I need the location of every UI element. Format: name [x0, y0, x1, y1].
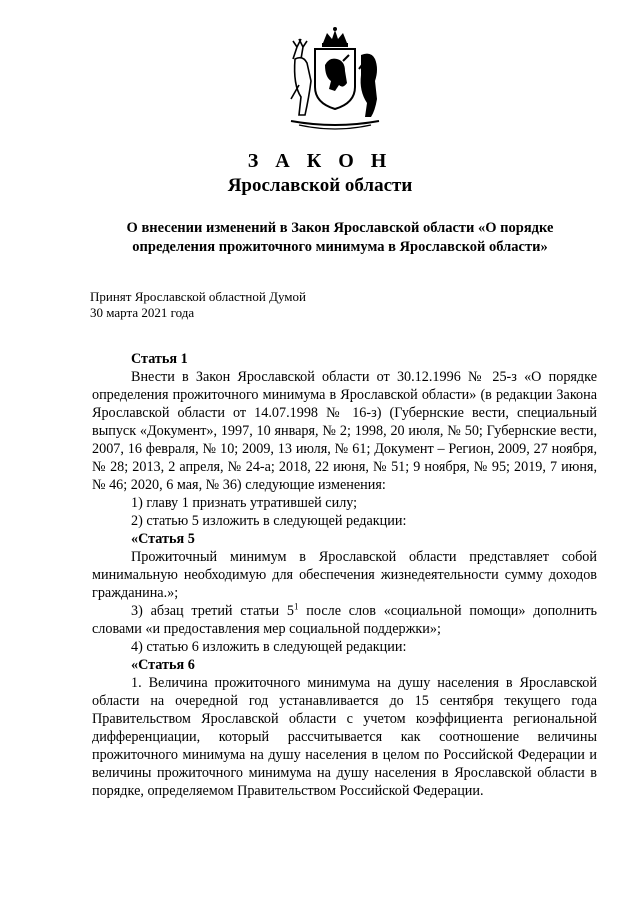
document-title	[120, 219, 560, 257]
document-title-line: О внесении изменений в Закон Ярославской области «О порядке	[126, 220, 554, 236]
adoption-body: Принят Ярославской областной Думой	[90, 289, 306, 304]
list-item: 4) статью 6 изложить в следующей редакции:	[131, 639, 407, 655]
law-heading: З А К О Н	[247, 150, 393, 172]
article-heading: «Статья 6	[131, 657, 195, 673]
list-item-text: после слов «социальной помощи» дополнить словами «и предоставления мер социальной поддержки»;	[92, 603, 598, 637]
article-heading: Статья 1	[131, 351, 188, 367]
adoption-date: 30 марта 2021 года	[90, 305, 195, 320]
document-body	[92, 350, 597, 800]
document-title-line: определения прожиточного минимума в Ярославской области»	[132, 239, 548, 255]
list-item: 1) главу 1 признать утратившей силу;	[131, 495, 358, 511]
list-item	[92, 602, 597, 638]
article-paragraph: 1. Величина прожиточного минимума на душу населения в Ярославской области на очередной год устанавливается до 15 сентября текущего года Правительством Ярославской области с учетом коэффициента региональной дифференциации, который рассчитывается как соотношение величины прожиточного минимума на душу населения в целом по Российской Федерации и величины прожиточного минимума на душу населения в Ярославской области в порядке, определяемом Правительством Российской Федерации.	[92, 675, 597, 799]
coat-of-arms-icon	[285, 25, 385, 135]
list-item-text: 3) абзац третий статьи 5	[131, 603, 295, 619]
superscript: 1	[294, 601, 299, 612]
list-item: 2) статью 5 изложить в следующей редакции:	[131, 513, 407, 529]
article-heading: «Статья 5	[131, 531, 195, 547]
adoption-note	[90, 289, 306, 321]
article-paragraph: Внести в Закон Ярославской области от 30.12.1996 № 25-з «О порядке определения прожиточного минимума в Ярославской области» (в редакции Закона Ярославской области от 14.07.1998 № 16-з) (Губернские вести, специальный выпуск «Документ», 1997, 10 января, № 2; 1998, 20 июля, № 50; Губернские вести, 2007, 16 февраля, № 10; 2009, 13 июля, № 61; Документ – Регион, 2009, 27 ноября, № 28; 2013, 2 апреля, № 24-а; 2018, 22 июня, № 51; 9 ноября, № 95; 2019, 7 июня, № 46; 2020, 6 мая, № 36) следующие изменения:	[92, 369, 597, 493]
law-region: Ярославской области	[227, 175, 413, 196]
article-paragraph: Прожиточный минимум в Ярославской области представляет собой минимальную необходимую для обеспечения жизнедеятельности сумму доходов гражданина.»;	[92, 549, 597, 601]
